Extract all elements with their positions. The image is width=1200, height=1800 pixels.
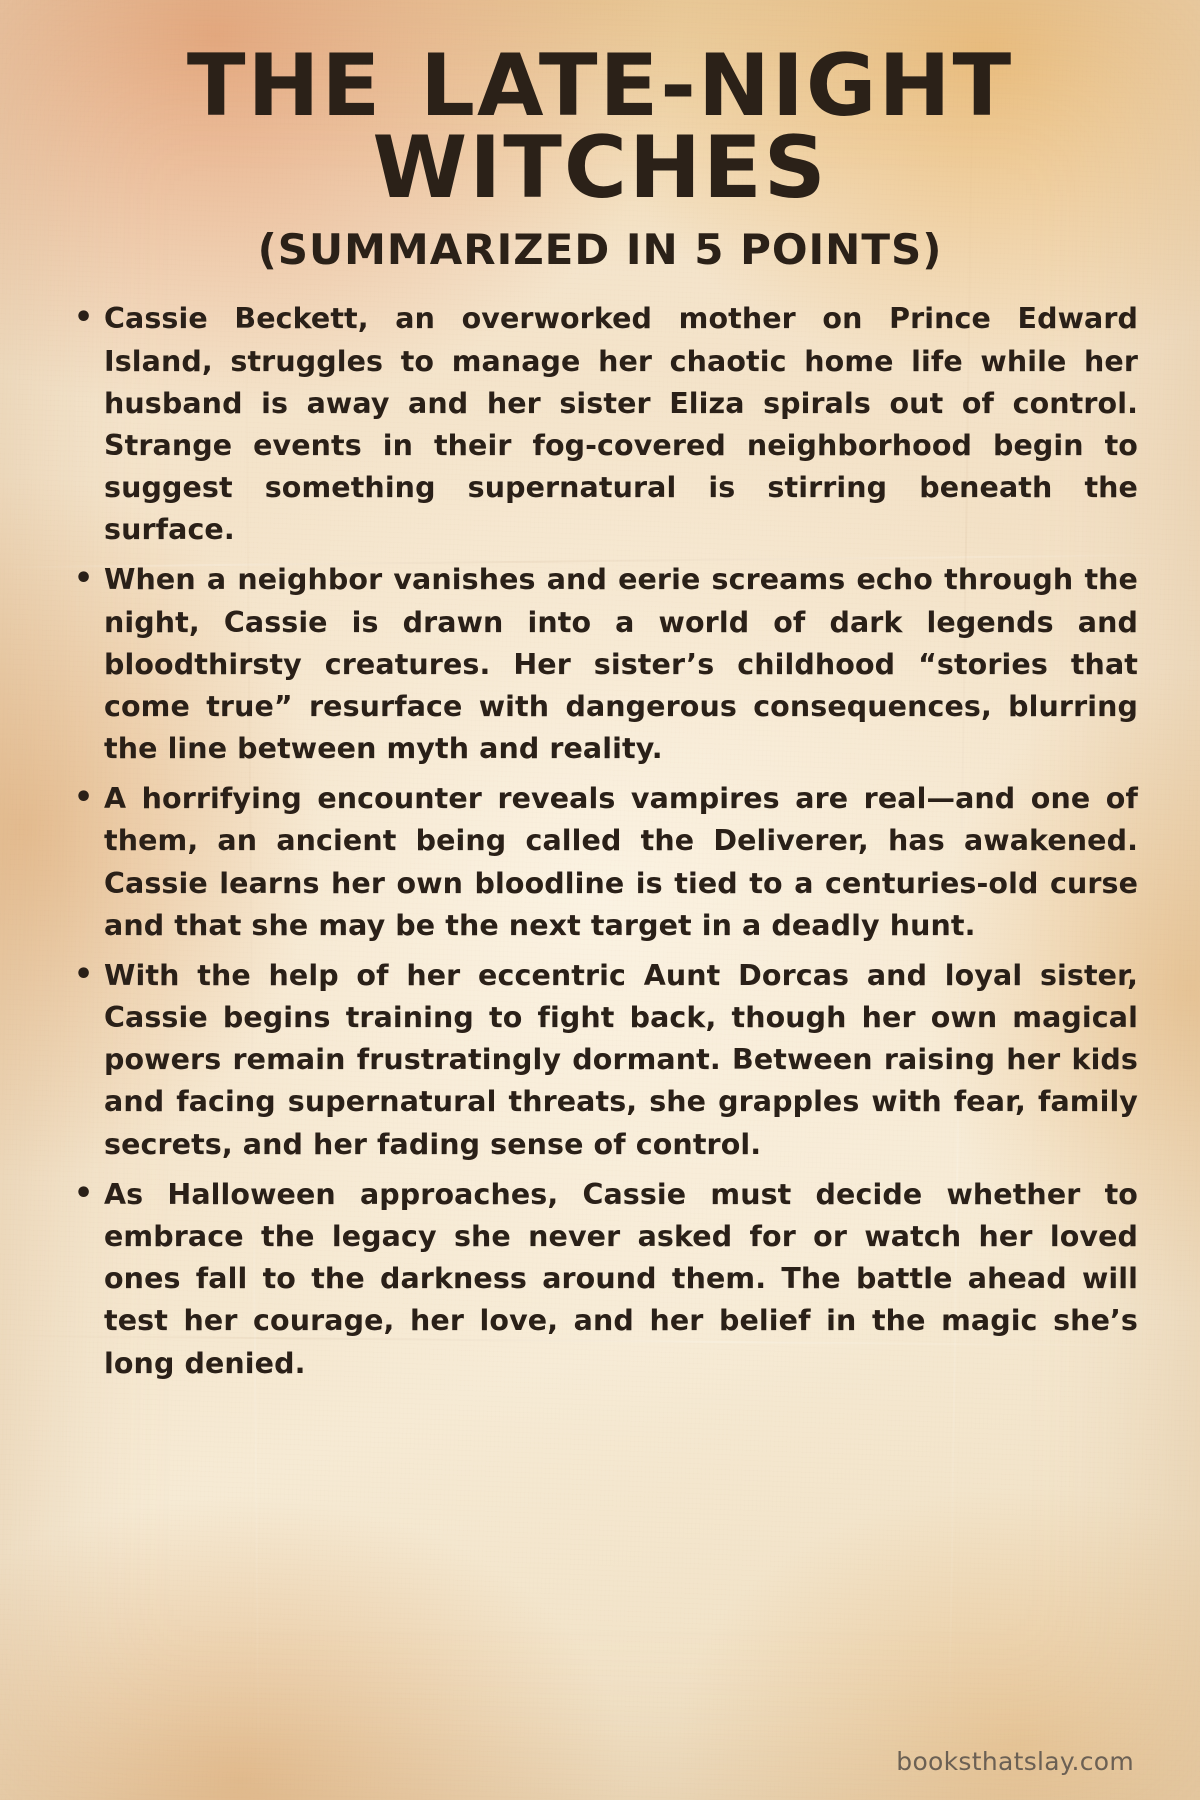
list-item: • When a neighbor vanishes and eerie screams echo through the night, Cassie is drawn into a world of dark legends and bloodthirsty creatures. Her sister’s childhood “stories that come true” resurface with dangerous consequences, blurring the line between myth and reality.: [62, 559, 1138, 770]
list-item: • As Halloween approaches, Cassie must decide whether to embrace the legacy she never asked for or watch her loved ones fall to the darkness around them. The battle ahead will test her courage, her love, and her belief in the magic she’s long denied.: [62, 1174, 1138, 1385]
page-title: THE LATE-NIGHT WITCHES: [186, 36, 1014, 218]
page-subtitle: (SUMMARIZED IN 5 POINTS): [257, 225, 943, 275]
list-item: • With the help of her eccentric Aunt Dorcas and loyal sister, Cassie begins training to fight back, though her own magical powers remain frustratingly dormant. Between raising her kids and facing supernatural threats, she grapples with fear, family secrets, and her fading sense of control.: [62, 955, 1138, 1166]
summary-points-list: [62, 298, 1138, 1384]
list-item: • A horrifying encounter reveals vampires are real—and one of them, an ancient being called the Deliverer, has awakened. Cassie learns her own bloodline is tied to a centuries-old curse and that she may be the next target in a deadly hunt.: [62, 778, 1138, 947]
list-item: • Cassie Beckett, an overworked mother on Prince Edward Island, struggles to manage her chaotic home life while her husband is away and her sister Eliza spirals out of control. Strange events in their fog-covered neighborhood begin to suggest something supernatural is stirring beneath the surface.: [62, 298, 1138, 551]
site-credit: booksthatslay.com: [896, 1747, 1134, 1776]
